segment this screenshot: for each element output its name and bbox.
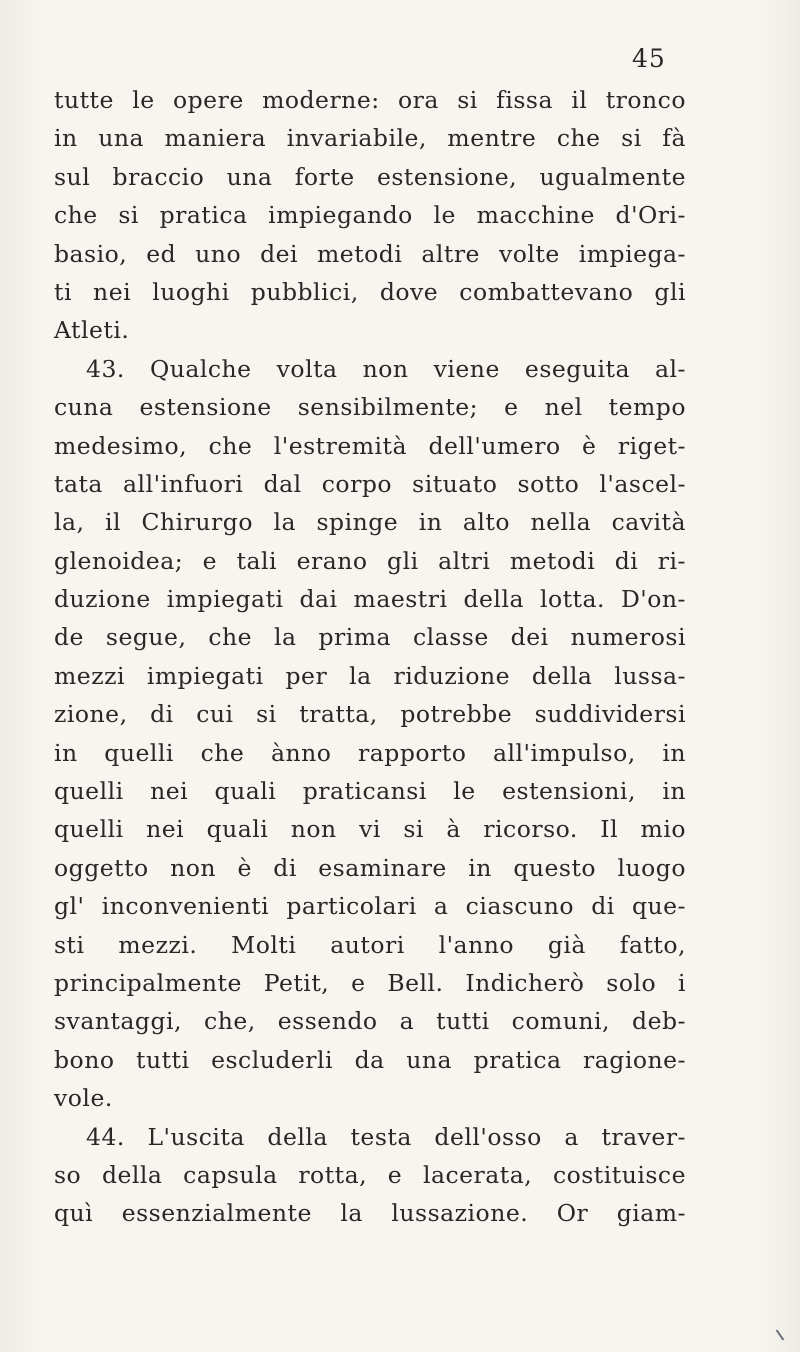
text-line: medesimo, che l'estremità dell'umero è riget- <box>54 431 686 460</box>
text-line: sul braccio una forte estensione, ugualmente <box>54 162 686 191</box>
text-line: in quelli che ànno rapporto all'impulso, in <box>54 738 686 767</box>
text-line: cuna estensione sensibilmente; e nel tempo <box>54 393 686 422</box>
text-line: sti mezzi. Molti autori l'anno già fatto, <box>54 930 686 959</box>
text-line: duzione impiegati dai maestri della lotta. D'on- <box>54 585 686 614</box>
body-text <box>54 81 686 1233</box>
text-line: la, il Chirurgo la spinge in alto nella cavità <box>54 508 686 537</box>
text-line: so della capsula rotta, e lacerata, costituisce <box>54 1160 686 1189</box>
text-line: glenoidea; e tali erano gli altri metodi di ri- <box>54 546 686 575</box>
text-line: gl' inconvenienti particolari a ciascuno di que- <box>54 892 686 921</box>
text-line: basio, ed uno dei metodi altre volte impiega- <box>54 239 686 268</box>
text-line: svantaggi, che, essendo a tutti comuni, deb- <box>54 1007 686 1036</box>
text-line: in una maniera invariabile, mentre che si fà <box>54 124 686 153</box>
text-line: 44. L'uscita della testa dell'osso a traver- <box>86 1122 686 1151</box>
text-line: che si pratica impiegando le macchine d'Ori- <box>54 201 686 230</box>
text-line: quelli nei quali non vi si à ricorso. Il mio <box>54 815 686 844</box>
margin-mark <box>776 1330 785 1341</box>
text-line: zione, di cui si tratta, potrebbe suddividersi <box>54 700 686 729</box>
text-line: quì essenzialmente la lussazione. Or giam- <box>54 1199 686 1228</box>
text-line: ti nei luoghi pubblici, dove combattevano gli <box>54 277 686 306</box>
text-line: oggetto non è di esaminare in questo luogo <box>54 853 686 882</box>
text-line: principalmente Petit, e Bell. Indicherò solo i <box>54 968 686 997</box>
text-line: Atleti. <box>54 316 130 345</box>
text-line: de segue, che la prima classe dei numerosi <box>54 623 686 652</box>
text-line: vole. <box>54 1084 113 1113</box>
text-line: bono tutti escluderli da una pratica ragione- <box>54 1045 686 1074</box>
text-line: tata all'infuori dal corpo situato sotto l'ascel- <box>54 469 686 498</box>
text-line: tutte le opere moderne: ora si fissa il tronco <box>54 86 686 114</box>
text-line: mezzi impiegati per la riduzione della lussa- <box>54 661 686 690</box>
text-line: quelli nei quali praticansi le estensioni, in <box>54 777 686 806</box>
text-line: 43. Qualche volta non viene eseguita al- <box>86 354 686 383</box>
page-number: 45 <box>632 44 666 73</box>
